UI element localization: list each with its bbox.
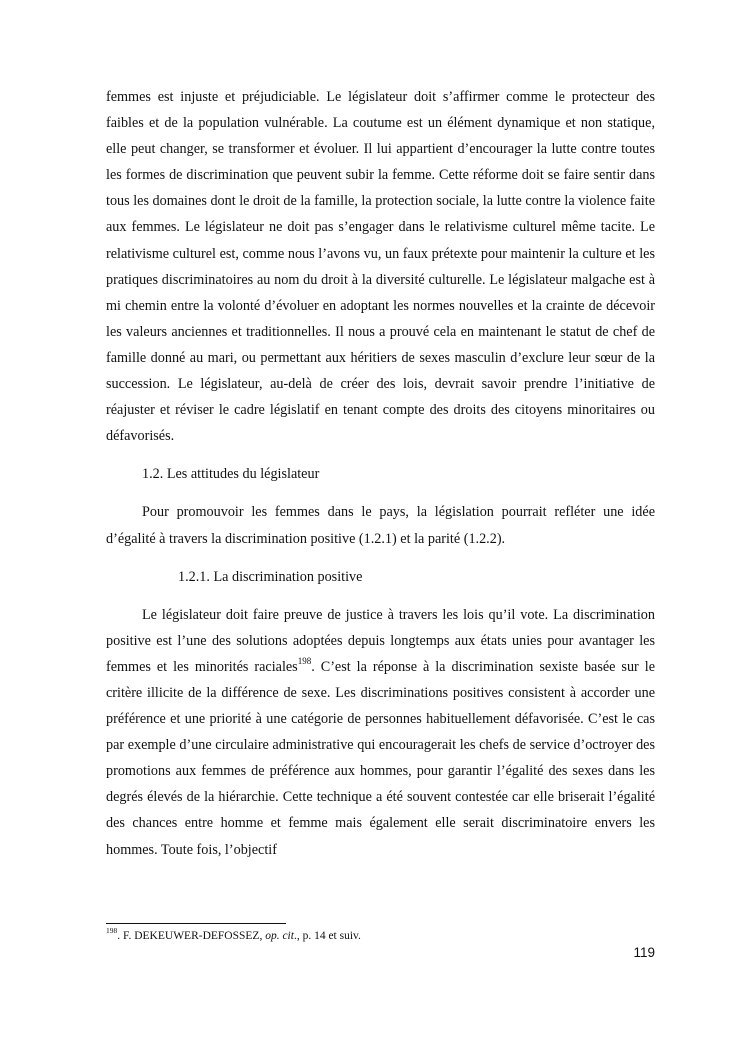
section-heading-1-2: 1.2. Les attitudes du législateur <box>142 466 320 483</box>
paragraph-1: femmes est injuste et préjudiciable. Le législateur doit s’affirmer comme le protecteur des faibles et de la population vulnérable. La coutume est un élément dynamique et non statique, elle peut changer, se transformer et évoluer. Il lui appartient d’encourager la lutte contre toutes les formes de discrimination que peuvent subir la femme. Cette réforme doit se faire sentir dans tous les domaines dont le droit de la famille, la protection sociale, la lutte contre la violence faite aux femmes. Le législateur ne doit pas s’engager dans le relativisme culturel même tacite. Le relativisme culturel est, comme nous l’avons vu, un faux prétexte pour maintenir la culture et les pratiques discriminatoires au nom du droit à la diversité culturelle. Le législateur malgache est à mi chemin entre la volonté d’évoluer en adoptant les normes nouvelles et la crainte de décevoir les valeurs anciennes et traditionnelles. Il nous a prouvé cela en maintenant le statut de chef de famille donné au mari, ou permettant aux héritiers de sexes masculin d’exclure leur sœur de la succession. Le législateur, au-delà de créer des lois, devrait savoir prendre l’initiative de réajuster et réviser le cadre législatif en tenant compte des droits des citoyens minoritaires ou défavorisés. <box>106 89 655 445</box>
paragraph-3-part-1: Le législateur doit faire preuve de justice à travers les lois qu’il vote. La discrimination positive est l’une des solutions adoptées depuis longtemps aux états unies pour avantager les femmes et les minorités raciales <box>106 606 655 675</box>
footnote-suffix: ., p. 14 et suiv. <box>293 930 361 942</box>
page-body <box>106 84 655 863</box>
paragraph-3 <box>106 602 655 863</box>
footnote-italic: op. cit <box>265 930 294 942</box>
paragraph-3-part-2: . C’est la réponse à la discrimination sexiste basée sur le critère illicite de la différence de sexe. Les discriminations positives consistent à accorder une préférence et une priorité à une catégorie de personnes habituellement défavorisée. C’est le cas par exemple d’une circulaire administrative qui encouragerait les chefs de service d’octroyer des promotions aux femmes de préférence aux hommes, pour garantir l’égalité des sexes dans les degrés élevés de la hiérarchie. Cette technique a été souvent contestée car elle briserait l’égalité des chances entre homme et femme mais également elle serait discriminatoire envers les hommes. Toute fois, l’objectif <box>106 658 655 858</box>
footnote-number: 198 <box>106 926 118 936</box>
page-number: 119 <box>633 945 655 960</box>
section-heading-1-2-1: 1.2.1. La discrimination positive <box>178 568 363 585</box>
footnote-prefix: . F. DEKEUWER-DEFOSSEZ, <box>117 930 266 942</box>
footnote-separator <box>106 923 286 924</box>
paragraph-2: Pour promouvoir les femmes dans le pays, la législation pourrait refléter une idée d’égalité à travers la discrimination positive (1.2.1) et la parité (1.2.2). <box>106 504 655 547</box>
footnote <box>106 926 655 944</box>
footnote-reference[interactable]: 198 <box>297 656 312 667</box>
